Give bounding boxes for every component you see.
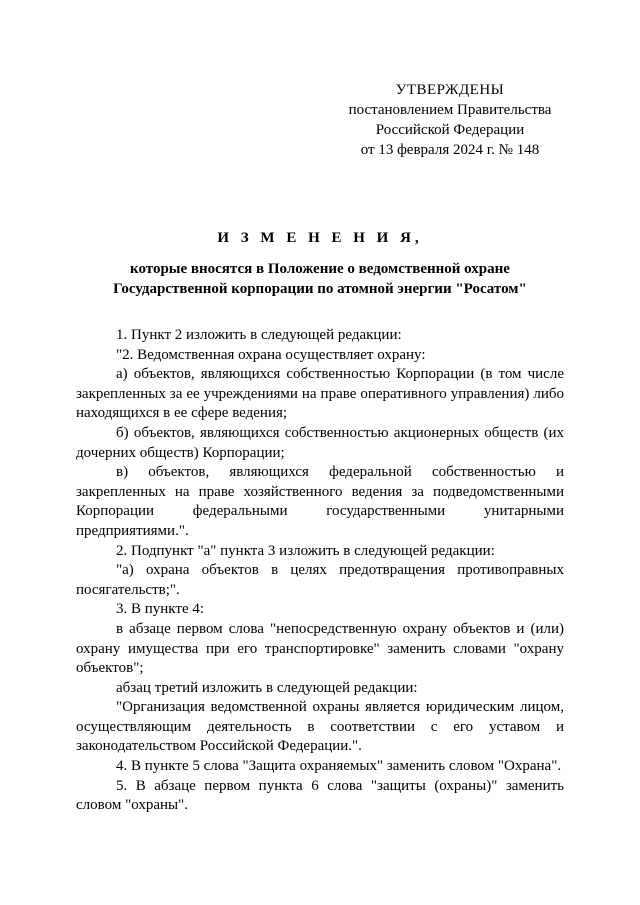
document-body [76,326,564,816]
heading-title: И З М Е Н Е Н И Я, [217,230,423,246]
paragraph-12: 4. В пункте 5 слова "Защита охраняемых" заменить словом "Охрана". [116,758,562,775]
paragraph-1: 1. Пункт 2 изложить в следующей редакции: [116,327,402,343]
heading-subtitle-line-2: Государственной корпорации по атомной энергии "Росатом" [113,281,527,297]
approval-block [330,80,570,160]
approval-line-2: Российской Федерации [375,122,525,138]
paragraph-6: 2. Подпункт "а" пункта 3 изложить в следующей редакции: [116,542,495,559]
paragraph-4: б) объектов, являющихся собственностью акционерных обществ (их дочерних обществ) Корпорации; [76,424,564,461]
paragraph-8: 3. В пункте 4: [116,601,205,618]
paragraph-10: абзац третий изложить в следующей редакции: [116,679,418,696]
approval-line-3: от 13 февраля 2024 г. № 148 [360,142,540,158]
paragraph-3: а) объектов, являющихся собственностью Корпорации (в том числе закрепленных за ее учреждениями на праве оперативного управления) либо находящихся в ее сфере ведения; [76,366,564,422]
approval-line-1: постановлением Правительства [348,102,552,118]
approval-title: УТВЕРЖДЕНЫ [395,82,505,98]
paragraph-13: 5. В абзаце первом пункта 6 слова "защиты (охраны)" заменить словом "охраны". [76,777,564,814]
heading-subtitle-line-1: которые вносятся в Положение о ведомственной охране [130,261,510,277]
paragraph-11: "Организация ведомственной охраны является юридическим лицом, осуществляющим деятельность в соответствии с его уставом и законодательством Российской Федерации.". [76,699,564,755]
document-heading [60,228,580,299]
paragraph-5: в) объектов, являющихся федеральной собственностью и закрепленных на праве хозяйственного ведения за подведомственными Корпорации федеральными государственными унитарными предприятиями.". [76,464,564,539]
paragraph-2: "2. Ведомственная охрана осуществляет охрану: [116,346,426,363]
paragraph-7: "а) охрана объектов в целях предотвращения противоправных посягательств;". [76,562,564,598]
paragraph-9: в абзаце первом слова "непосредственную охрану объектов и (или) охрану имущества при его транспортировке" заменить словами "охрану объектов"; [76,620,564,677]
